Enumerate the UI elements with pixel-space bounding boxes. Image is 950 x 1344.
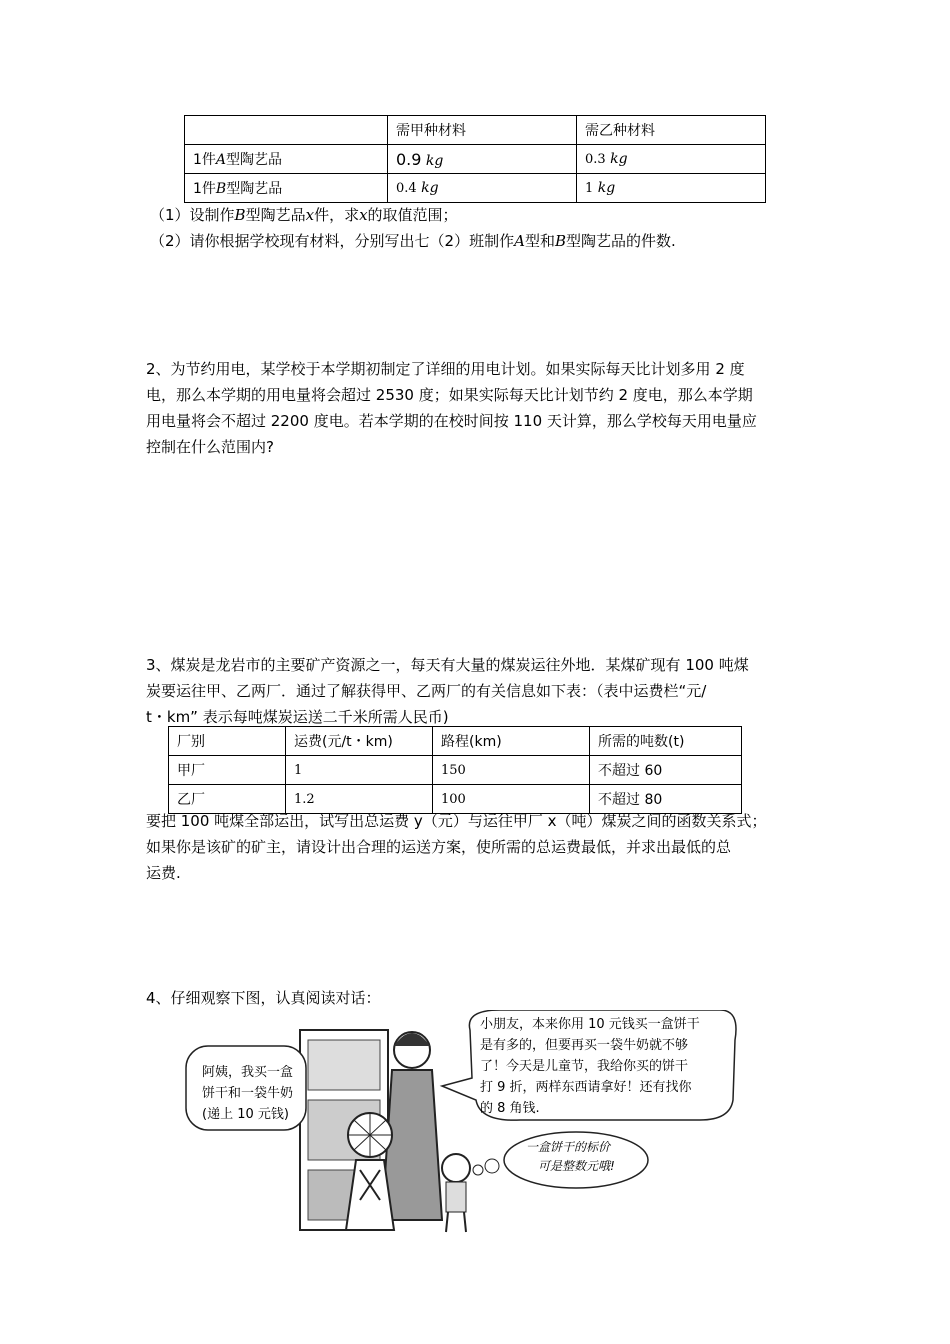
bubble-line: 是有多的，但要再买一袋牛奶就不够 [480, 1038, 689, 1053]
table-row [185, 116, 766, 145]
question-4-intro: 4、仔细观察下图，认真阅读对话： [146, 989, 381, 1007]
table-cell: 不超过 80 [590, 785, 742, 814]
table-row [185, 174, 766, 203]
table-row [169, 756, 742, 785]
question-3-line: 如果你是该矿的矿主，请设计出合理的运送方案，使所需的总运费最低，并求出最低的总 [146, 838, 732, 856]
table-header: 需乙种材料 [577, 116, 766, 145]
table-cell: 甲厂 [169, 756, 286, 785]
table-cell: 1 [286, 756, 433, 785]
question-3-line: 要把 100 吨煤全部运出，试写出总运费 y（元）与运往甲厂 x（吨）煤炭之间的函数关系式； [146, 812, 767, 830]
table-cell [185, 116, 388, 145]
table-cell: 0.4 kg [388, 174, 577, 203]
question-2-line: 用电量将会不超过 2200 度电。若本学期的在校时间按 110 天计算，那么学校每天用电量应 [146, 412, 757, 430]
bubble-line: (递上 10 元钱) [202, 1107, 289, 1122]
question-1-part-2: （2）请你根据学校现有材料，分别写出七（2）班制作A型和B型陶艺品的件数. [150, 232, 676, 250]
bubble-line: 一盒饼干的标价 [526, 1140, 611, 1154]
table-cell: 1 kg [577, 174, 766, 203]
material-table [184, 115, 766, 203]
table-row [185, 145, 766, 174]
table-header: 需甲种材料 [388, 116, 577, 145]
bubble-line: 饼干和一袋牛奶 [202, 1086, 294, 1101]
question-1-part-1: （1）设制作B型陶艺品x件，求x的取值范围； [150, 206, 458, 224]
question-3-line: 运费. [146, 864, 181, 882]
question-3-line: t・km” 表示每吨煤炭运送二千米所需人民币) [146, 708, 449, 726]
bubble-line: 小朋友，本来你用 10 元钱买一盒饼干 [480, 1017, 700, 1032]
table-cell: 0.9 kg [388, 145, 577, 174]
question-2-line: 控制在什么范围内? [146, 438, 274, 456]
table-header: 厂别 [169, 727, 286, 756]
question-2-line: 电，那么本学期的用电量将会超过 2530 度；如果实际每天比计划节约 2 度电，那么本学期 [146, 386, 753, 404]
bubble-line: 的 8 角钱. [480, 1101, 540, 1116]
table-cell: 不超过 60 [590, 756, 742, 785]
table-cell: 0.3 kg [577, 145, 766, 174]
table-cell: 乙厂 [169, 785, 286, 814]
table-header: 路程(km) [433, 727, 590, 756]
table-cell: 100 [433, 785, 590, 814]
child-speech-bubble [202, 1062, 293, 1125]
row-label: 1件A型陶艺品 [185, 145, 388, 174]
table-row [169, 727, 742, 756]
table-cell: 1.2 [286, 785, 433, 814]
thought-bubble [526, 1138, 615, 1176]
comic-illustration [180, 1010, 740, 1250]
table-header: 运费(元/t・km) [286, 727, 433, 756]
table-cell: 150 [433, 756, 590, 785]
question-3-line: 炭要运往甲、乙两厂．通过了解获得甲、乙两厂的有关信息如下表：（表中运费栏“元/ [146, 682, 707, 700]
table-header: 所需的吨数(t) [590, 727, 742, 756]
bubble-line: 打 9 折，两样东西请拿好！还有找你 [480, 1080, 692, 1095]
coal-table [168, 726, 742, 814]
clerk-speech-bubble [480, 1014, 700, 1119]
bubble-line: 阿姨，我买一盒 [202, 1065, 294, 1080]
bubble-line: 了！今天是儿童节，我给你买的饼干 [480, 1059, 689, 1074]
row-label: 1件B型陶艺品 [185, 174, 388, 203]
question-2-line: 2、为节约用电，某学校于本学期初制定了详细的用电计划。如果实际每天比计划多用 2 度 [146, 360, 745, 378]
bubble-line: 可是整数元哦! [538, 1159, 615, 1173]
question-3-line: 3、煤炭是龙岩市的主要矿产资源之一，每天有大量的煤炭运往外地．某煤矿现有 100 吨煤 [146, 656, 749, 674]
